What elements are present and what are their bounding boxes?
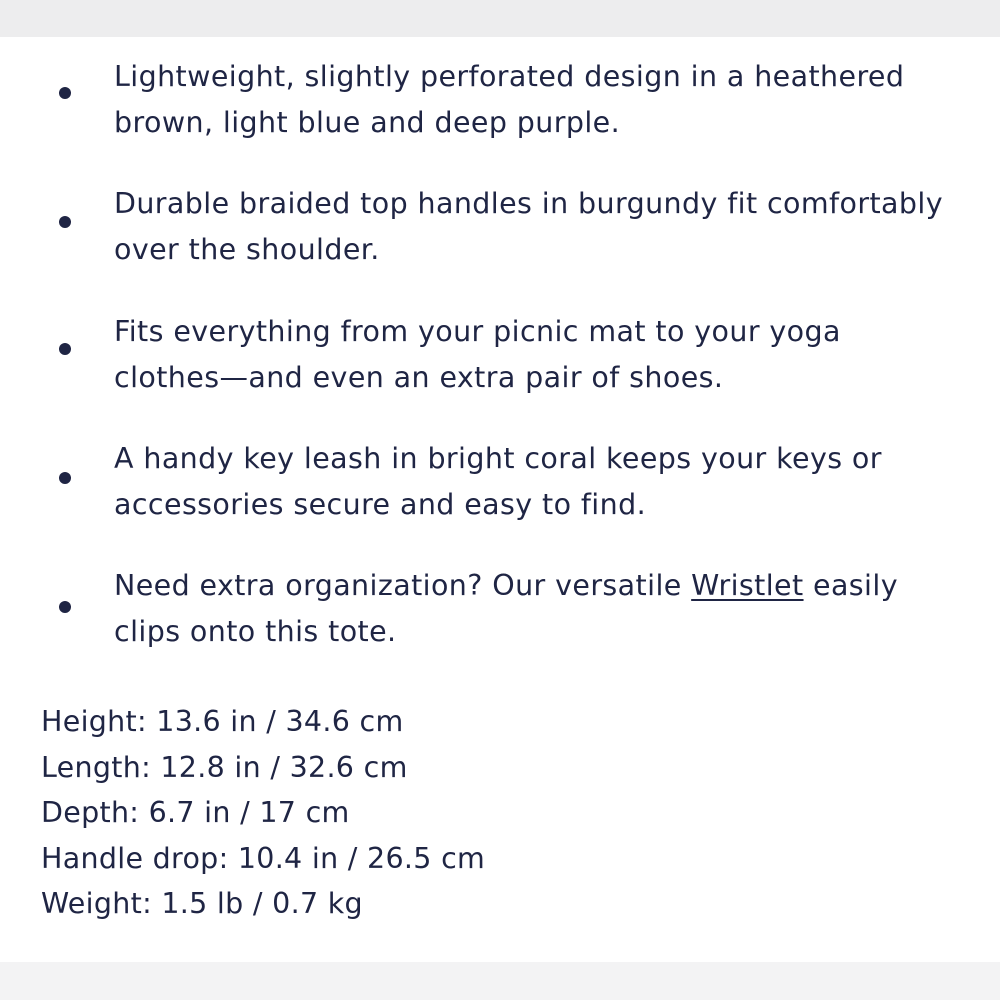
feature-text-suffix: easily clips onto this tote. [114,569,898,648]
feature-text: A handy key leash in bright coral keeps your keys or accessories secure and easy to find. [114,442,882,521]
product-details [0,37,1000,962]
feature-text-prefix: Need extra organization? Our versatile [114,569,692,602]
bullet-icon [59,343,71,355]
dimensions-list [41,699,941,927]
spec-weight: Weight: 1.5 lb / 0.7 kg [41,887,363,920]
bottom-bar [0,962,1000,1000]
feature-text: Durable braided top handles in burgundy fit comfortably over the shoulder. [114,187,943,266]
bullet-icon [59,601,71,613]
bullet-icon [59,216,71,228]
bullet-icon [59,472,71,484]
spec-length: Length: 12.8 in / 32.6 cm [41,750,408,784]
spec-depth: Depth: 6.7 in / 17 cm [41,796,350,829]
wristlet-link[interactable]: Wristlet [691,569,804,602]
top-bar [0,0,1000,38]
feature-text: Fits everything from your picnic mat to your yoga clothes—and even an extra pair of shoes. [114,315,841,394]
spec-height: Height: 13.6 in / 34.6 cm [41,705,404,738]
feature-text: Lightweight, slightly perforated design in a heathered brown, light blue and deep purple. [114,60,905,139]
bullet-icon [59,87,71,99]
spec-handle-drop: Handle drop: 10.4 in / 26.5 cm [41,841,486,875]
feature-text [114,563,944,655]
